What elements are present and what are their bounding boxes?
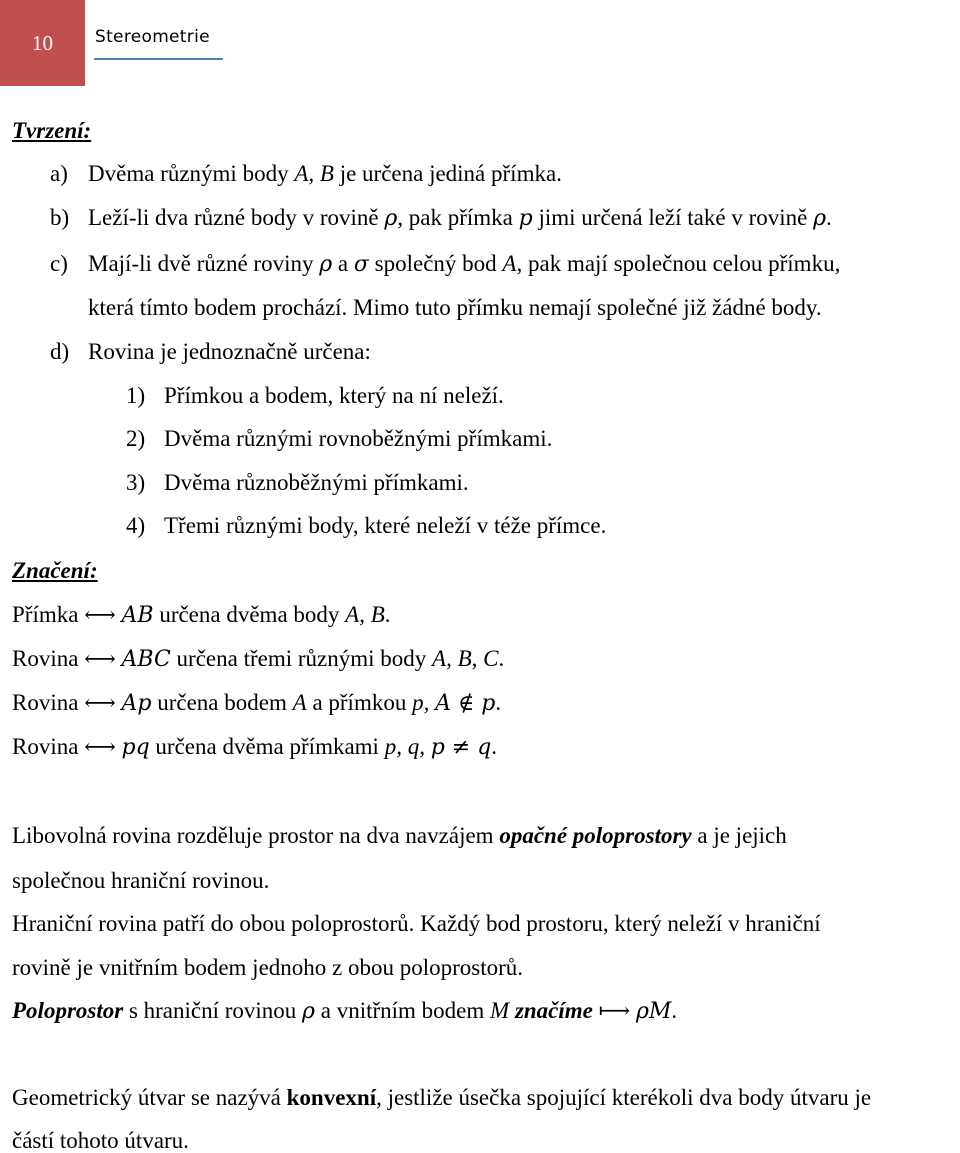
notation-text: určena dvěma přímkami — [149, 734, 385, 759]
claim-d-text: Rovina je jednoznačně určena: — [88, 339, 371, 364]
convex-text-2: , jestliže úsečka spojující kterékoli dva body útvaru je — [376, 1085, 872, 1110]
claim-b — [50, 206, 832, 230]
convex-line-2: částí tohoto útvaru. — [12, 1128, 189, 1153]
notation-row — [12, 691, 501, 715]
claim-a-text-2: je určena jediná přímka. — [333, 161, 562, 186]
claim-c-text-2: a — [332, 251, 354, 276]
claim-c-text-3: společný bod — [368, 251, 503, 276]
notation-symbol: AB — [121, 603, 154, 628]
notation-text-end: . — [495, 690, 502, 715]
notation-row — [12, 735, 497, 759]
notation-symbol: ABC — [121, 647, 171, 672]
notation-math: A ∉ p — [435, 691, 496, 716]
claim-d-item-text: Třemi různými body, které neleží v téže přímce. — [164, 513, 607, 538]
claim-c — [50, 252, 840, 276]
claim-d-item-label: 3) — [126, 470, 146, 495]
notation-text-end: . — [384, 602, 391, 627]
claim-b-label: b) — [50, 205, 70, 230]
halfspace-p2-line-1: Hraniční rovina patří do obou poloprostorů. Každý bod prostoru, který neleží v hraniční — [12, 911, 821, 936]
halfspace-p1-text-1: Libovolná rovina rozděluje prostor na dva navzájem — [12, 823, 500, 848]
claim-d — [50, 340, 371, 363]
claim-d-item-text: Dvěma různými rovnoběžnými přímkami. — [164, 426, 553, 451]
notation-text-end: . — [491, 734, 498, 759]
halfspace-p3-term: Poloprostor — [12, 998, 124, 1023]
claims-heading: Tvrzení: — [12, 118, 92, 143]
notation-word: Rovina — [12, 690, 79, 715]
claim-b-rho-2: ρ — [813, 206, 827, 231]
notation-word: Přímka — [12, 602, 79, 627]
maps-to-arrow-icon: ⟼ — [598, 999, 631, 1024]
halfspace-p3-term-2: značíme — [514, 998, 593, 1023]
notation-italic: p, q, — [384, 734, 431, 759]
halfspace-paragraph-1 — [12, 824, 787, 847]
halfspace-p3-text-3: . — [671, 998, 678, 1023]
halfspace-p3-symbol: ρM — [635, 999, 672, 1024]
notation-word: Rovina — [12, 646, 79, 671]
claim-d-item — [126, 384, 504, 407]
claim-b-text-2: , pak přímka — [397, 205, 519, 230]
halfspace-p3-rho: ρ — [302, 999, 315, 1024]
notation-text-mid: a přímkou — [306, 690, 413, 715]
notation-text: určena třemi různými body — [170, 646, 433, 671]
notation-symbol: pq — [121, 735, 150, 760]
claim-a — [50, 162, 562, 185]
claim-b-text-4: . — [826, 205, 832, 230]
claim-d-item — [126, 471, 469, 494]
claim-c-sigma: σ — [353, 252, 369, 277]
notation-text: určena bodem — [151, 690, 293, 715]
halfspace-p3-text-2: a vnitřním bodem — [314, 998, 491, 1023]
double-arrow-icon: ⟷ — [84, 603, 116, 628]
claim-d-item-text: Dvěma různoběžnými přímkami. — [164, 470, 469, 495]
claim-c-text-4: , pak mají společnou celou přímku, — [516, 251, 841, 276]
chapter-title: Stereometrie — [95, 27, 210, 47]
claim-d-item — [126, 427, 552, 450]
claim-c-rho: ρ — [319, 252, 333, 277]
claim-b-text-3: jimi určená leží také v rovině — [532, 205, 814, 230]
claim-d-item — [126, 514, 606, 537]
convex-term: konvexní — [286, 1085, 377, 1110]
notation-text-end: . — [498, 646, 505, 671]
double-arrow-icon: ⟷ — [84, 735, 116, 760]
notation-row — [12, 647, 504, 671]
claim-b-rho: ρ — [384, 206, 398, 231]
claim-d-label: d) — [50, 339, 70, 364]
claim-a-points: A, B — [294, 161, 334, 186]
claim-d-item-label: 4) — [126, 513, 146, 538]
claim-b-text-1: Leží-li dva různé body v rovině — [88, 205, 385, 230]
notation-italic: A, B — [345, 602, 385, 627]
halfspace-p2-line-2: rovině je vnitřním bodem jednoho z obou poloprostorů. — [12, 955, 524, 980]
halfspace-p1-line-2: společnou hraniční rovinou. — [12, 868, 270, 893]
halfspace-p3-m: M — [490, 998, 510, 1023]
notation-italic: A — [292, 690, 307, 715]
halfspace-p1-text-2: a je jejich — [691, 823, 787, 848]
double-arrow-icon: ⟷ — [84, 647, 116, 672]
notation-math: p ≠ q — [430, 735, 492, 760]
notation-italic: A, B, C — [432, 646, 499, 671]
claim-c-point-a: A — [502, 251, 517, 276]
chapter-title-underline — [94, 58, 223, 60]
claim-c-line-2: která tímto bodem prochází. Mimo tuto přímku nemají společné již žádné body. — [88, 295, 822, 320]
claim-b-p: p — [518, 206, 533, 231]
double-arrow-icon: ⟷ — [84, 691, 116, 716]
notation-text: určena dvěma body — [153, 602, 346, 627]
claim-c-text-1: Mají-li dvě různé roviny — [88, 251, 320, 276]
convex-text-1: Geometrický útvar se nazývá — [12, 1085, 287, 1110]
notation-symbol: Ap — [121, 691, 152, 716]
halfspace-p3-text-1: s hraniční rovinou — [123, 998, 303, 1023]
claim-d-item-label: 1) — [126, 383, 146, 408]
claim-c-label: c) — [50, 251, 68, 276]
claim-d-item-text: Přímkou a bodem, který na ní neleží. — [164, 383, 504, 408]
page-number: 10 — [32, 30, 53, 55]
claim-d-item-label: 2) — [126, 426, 146, 451]
page-number-badge — [0, 0, 85, 86]
halfspace-p1-term: opačné poloprostory — [499, 823, 692, 848]
notation-heading: Značení: — [12, 558, 98, 583]
convex-paragraph — [12, 1086, 871, 1109]
notation-word: Rovina — [12, 734, 79, 759]
notation-italic-2: p, — [412, 690, 436, 715]
claim-a-label: a) — [50, 161, 68, 186]
notation-row — [12, 603, 391, 627]
halfspace-paragraph-3 — [12, 999, 677, 1023]
claim-a-text-1: Dvěma různými body — [88, 161, 295, 186]
